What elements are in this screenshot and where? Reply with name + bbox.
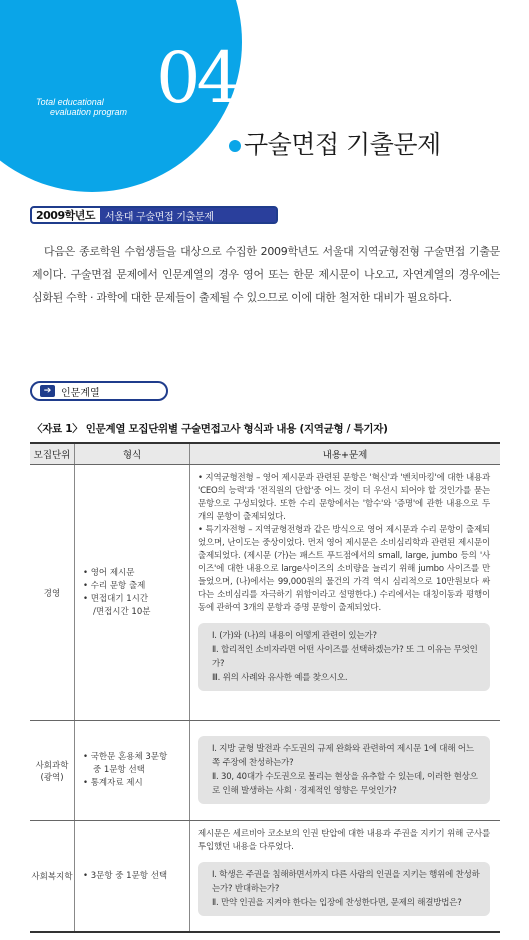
content-paragraph: • 특기자전형 – 지역균형전형과 같은 방식으로 영어 제시문과 수리 문항이 출제되었으며, 난이도는 중상이었다. 먼저 영어 제시문은 소비심리학과 관련된 제시문이 출제되었다. (제시문 (가)는 패스트 푸드점에서의 small, large, jumbo 등의 '사이즈'에 대한 내용으로 large사이즈의 소비량을 늘리기 위해 jumbo 사이즈를 만들었으며, (나)에서는 99,000원의 물건의 가격 역시 심리적으로 10만원보다 싸다는 소비심리를 자극하기 위함이라고 설명한다.) 수리에서는 대칭이동과 평행이동에 관하여 3개의 문항과 증명 문항이 출제되었다. — [198, 525, 490, 613]
section-heading — [30, 381, 168, 401]
row-unit: 경영 — [30, 465, 75, 720]
row-unit-line: 사회과학 — [35, 760, 69, 771]
question-box — [198, 736, 490, 804]
row-content — [190, 721, 500, 820]
row-unit: 사회복지학 — [30, 821, 75, 931]
format-item: • 면접대기 1시간 — [83, 593, 149, 604]
row-format — [75, 721, 190, 820]
arrow-enter-icon: ➔ — [40, 385, 55, 397]
question-item: Ⅰ. 지방 균형 발전과 수도권의 규제 완화와 관련하여 제시문 1에 대해 어느 쪽 주장에 찬성하는가? — [212, 744, 474, 768]
year-label: 2009학년도 — [36, 209, 95, 222]
question-item: Ⅱ. 30, 40대가 수도권으로 몰리는 현상을 유추할 수 있는데, 이러한 현상으로 인해 발생하는 사회 · 경제적인 영향은 무엇인가? — [212, 772, 478, 796]
year-banner — [30, 206, 278, 224]
interview-table — [30, 442, 500, 933]
content-paragraph: • 지역균형전형 – 영어 제시문과 관련된 문항은 '혁신'과 '벤치마킹'에 대한 내용과 'CEO의 능력'과 '전직원의 단합'중 어느 것이 더 우선시 되어야 할 것인가를 묻는 문항으로 구성되었다. 또한 수리 문항에서는 '함수'와 '증명'에 관한 내용으로 두 개의 문항이 출제되었다. — [198, 473, 490, 522]
row-content — [190, 821, 500, 931]
row-unit — [30, 721, 75, 820]
chapter-number: 04 — [156, 37, 238, 119]
format-item: • 국한문 혼용체 3문항 — [83, 752, 168, 762]
row-unit-line: (광역) — [40, 772, 64, 783]
question-box — [198, 623, 490, 691]
row-format — [75, 821, 190, 931]
format-item: • 수리 문항 출제 — [83, 580, 146, 591]
row-format — [75, 465, 190, 720]
table-caption: 〈자료 1〉 인문계열 모집단위별 구술면접고사 형식과 내용 (지역균형 / 특기자) — [32, 423, 388, 435]
header-unit: 모집단위 — [30, 444, 75, 464]
question-item: Ⅲ. 위의 사례와 유사한 예를 찾으시오. — [212, 673, 348, 683]
question-box — [198, 862, 490, 916]
header-english-line-1: Total educational — [36, 97, 104, 107]
section-label: 인문계열 — [61, 387, 100, 399]
intro-paragraph: 다음은 종로학원 수험생들을 대상으로 수집한 2009학년도 서울대 지역균형전형 구술면접 기출문제이다. 구술면접 문제에서 인문계열의 경우 영어 또는 한문 제시문이 나오고, 자연계열의 경우에는 심화된 수학 · 과학에 대한 문제들이 출제될 수 있으므로 이에 대한 철저한 대비가 필요하다. — [32, 245, 500, 304]
chapter-title: 구술면접 기출문제 — [244, 130, 441, 159]
table-row — [30, 721, 500, 821]
format-item: • 영어 제시문 — [83, 567, 135, 578]
header-content: 내용+문제 — [322, 450, 368, 461]
question-item: Ⅰ. 학생은 주권을 침해하면서까지 다른 사람의 인권을 지키는 행위에 찬성하는가? 반대하는가? — [212, 870, 480, 894]
format-item: /면접시간 10분 — [93, 606, 151, 617]
question-item: Ⅱ. 합리적인 소비자라면 어떤 사이즈를 선택하겠는가? 또 그 이유는 무엇인가? — [212, 645, 478, 669]
table-header-row — [30, 444, 500, 465]
question-item: Ⅱ. 만약 인권을 지켜야 한다는 입장에 찬성한다면, 문제의 해결방법은? — [212, 898, 462, 908]
content-paragraph: 제시문은 세르비아 코소보의 인권 탄압에 대한 내용과 주권을 지키기 위해 군사를 투입했던 내용을 다루었다. — [198, 829, 490, 852]
row-content — [190, 465, 500, 720]
chapter-title-bullet — [229, 140, 241, 152]
year-banner-title: 서울대 구술면접 기출문제 — [100, 208, 276, 222]
format-item: • 3문항 중 1문항 선택 — [83, 870, 168, 881]
header-english-line-2: evaluation program — [50, 107, 128, 117]
question-item: Ⅰ. (가)와 (나)의 내용이 어떻게 관련이 있는가? — [212, 631, 377, 641]
format-item: 중 1문항 선택 — [93, 765, 145, 775]
table-row — [30, 465, 500, 721]
format-item: • 통계자료 제시 — [83, 778, 143, 788]
table-row — [30, 821, 500, 931]
header-format: 형식 — [75, 444, 190, 464]
